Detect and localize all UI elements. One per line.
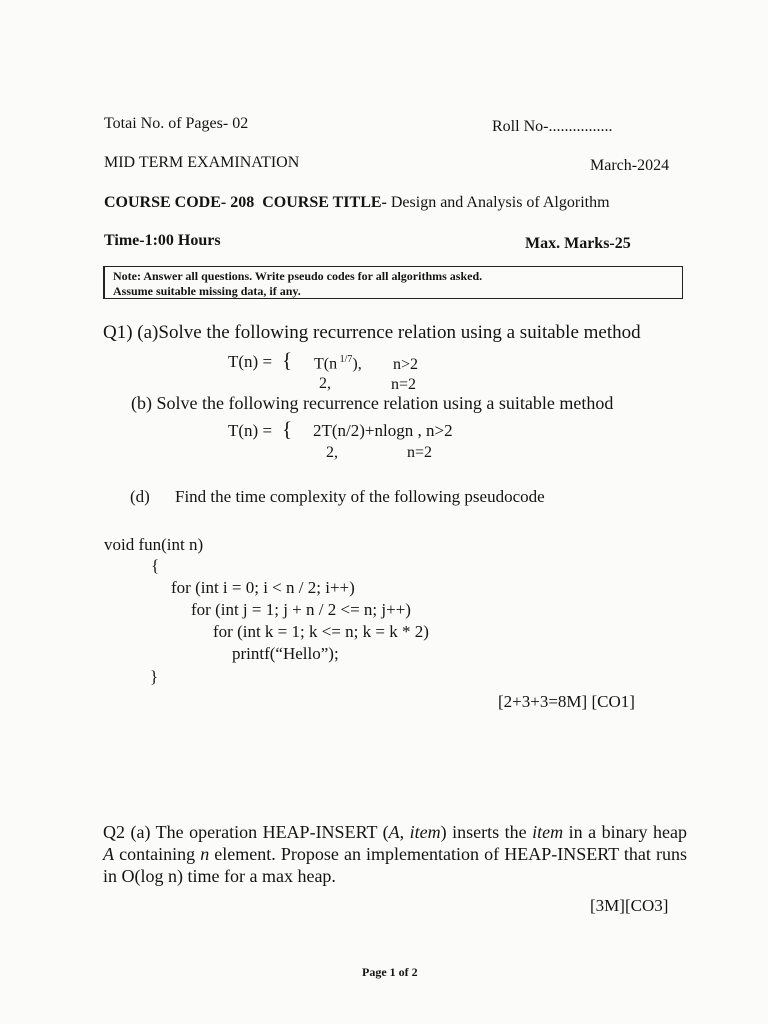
page-number: Page 1 of 2	[362, 965, 418, 979]
q1a-case1-exponent: 1/7	[339, 354, 353, 365]
course-line	[104, 194, 610, 212]
q2-arg-item: item	[409, 822, 441, 842]
code-line-4: for (int j = 1; j + n / 2 <= n; j++)	[191, 600, 411, 619]
q1a-lhs: T(n) =	[228, 352, 273, 371]
q2-text-pre: Q2 (a) The operation HEAP-INSERT (	[103, 822, 389, 842]
q1b-case1: 2T(n/2)+nlogn , n>2	[313, 421, 453, 440]
q1b-lhs: T(n) =	[228, 421, 273, 440]
q2-arg-a: A	[388, 822, 400, 842]
code-line-3: for (int i = 0; i < n / 2; i++)	[171, 578, 355, 597]
code-line-2: {	[151, 556, 160, 575]
roll-no: Roll No-................	[492, 118, 613, 135]
q2-n-var: n	[200, 844, 210, 864]
q1a-case1-cond: n>2	[393, 356, 419, 373]
code-line-7: }	[150, 667, 159, 686]
q1b-case2-val: 2,	[326, 444, 338, 461]
q2-text	[103, 821, 687, 887]
q2-mid-3: containing	[114, 844, 201, 864]
code-line-1: void fun(int n)	[104, 535, 204, 554]
q1b-brace: {	[282, 417, 293, 441]
max-marks: Max. Marks-25	[525, 235, 631, 252]
note-box	[103, 266, 683, 299]
course-title: Design and Analysis of Algorithm	[386, 194, 610, 211]
q2-heap-a: A	[103, 844, 114, 864]
q1a-case1	[314, 354, 362, 373]
q1-marks: [2+3+3=8M] [CO1]	[498, 692, 635, 711]
exam-date: March-2024	[590, 157, 670, 174]
q2-comma: ,	[399, 822, 410, 842]
q1a-text: Q1) (a)Solve the following recurrence relation using a suitable method	[103, 322, 641, 343]
q2-marks: [3M][CO3]	[590, 896, 669, 915]
q1d-label: (d)	[130, 487, 150, 506]
course-title-label: COURSE TITLE-	[262, 194, 387, 211]
q1a-case1-close: ),	[352, 355, 362, 373]
q1a-case2-cond: n=2	[391, 376, 417, 393]
q1a-case1-base: T(n	[314, 355, 338, 373]
total-pages: Totai No. of Pages- 02	[104, 115, 249, 132]
course-code: COURSE CODE- 208	[104, 194, 255, 211]
code-line-5: for (int k = 1; k <= n; k = k * 2)	[213, 622, 429, 641]
code-line-6: printf(“Hello”);	[232, 644, 339, 663]
q2-mid-1: ) inserts the	[440, 822, 533, 842]
q1a-brace: {	[282, 348, 293, 372]
note-line-2: Assume suitable missing data, if any.	[113, 284, 301, 298]
q1b-text: (b) Solve the following recurrence relation using a suitable method	[131, 393, 614, 413]
q1b-case2-cond: n=2	[407, 444, 433, 461]
q2-text-post: element. Propose an implementation of HEAP-INSERT that runs in O(log n) time for a max heap.	[103, 844, 687, 886]
exam-time: Time-1:00 Hours	[104, 232, 221, 249]
note-line-1: Note: Answer all questions. Write pseudo codes for all algorithms asked.	[113, 269, 483, 283]
q1a-case2-val: 2,	[319, 375, 331, 392]
q1d-text: Find the time complexity of the following pseudocode	[175, 487, 545, 506]
exam-name: MID TERM EXAMINATION	[104, 154, 300, 171]
q2-item: item	[532, 822, 564, 842]
q2-mid-2: in a binary heap	[563, 822, 688, 842]
